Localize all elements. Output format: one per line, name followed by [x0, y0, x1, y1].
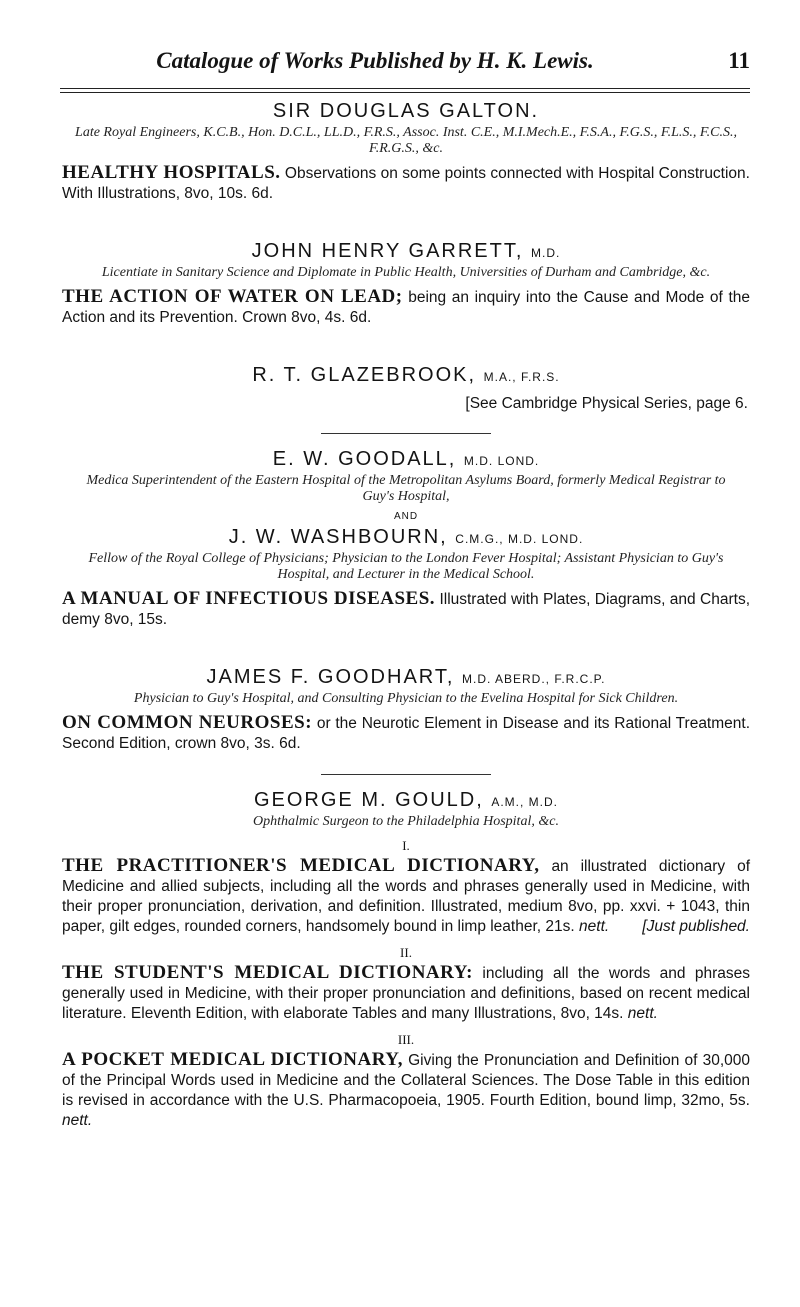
coauthor-name-text: J. W. WASHBOURN,	[228, 526, 448, 548]
author-description: Licentiate in Sanitary Science and Diplomate in Public Health, Universities of Durham and Cambridge, &c.	[101, 265, 711, 280]
catalogue-content	[62, 100, 750, 1131]
author-name-text: R. T. GLAZEBROOK,	[252, 364, 477, 386]
book-title: THE STUDENT'S MEDICAL DICTIONARY:	[62, 962, 474, 983]
book-entry	[62, 713, 750, 754]
book-title: A POCKET MEDICAL DICTIONARY,	[62, 1049, 403, 1070]
author-degree: M.A., F.R.S.	[483, 370, 560, 384]
book-note: [Just published.	[642, 918, 750, 935]
and-separator: AND	[393, 511, 419, 522]
coauthor-description: Fellow of the Royal College of Physicians; Physician to the London Fever Hospital; Assistant Physician to Guy's Hospital, and Lecturer in the Medical School.	[88, 551, 724, 582]
book-number: I.	[402, 838, 410, 853]
book-details: being an inquiry into the Cause and Mode of the Action and its Prevention. Crown 8vo, 4s. 6d.	[62, 289, 750, 326]
book-details: Giving the Pronunciation and Definition of 30,000 of the Principal Words used in Medicine and the Collateral Sciences. The Dose Table in this edition is revised in accordance with the U.S. Pharmacopoeia, 1905. Fourth Edition, bound limp, 32mo, 5s.	[62, 1052, 750, 1109]
author-name	[62, 789, 750, 812]
book-entry	[62, 1050, 750, 1131]
header-rule	[60, 88, 750, 89]
book-entry	[62, 287, 750, 328]
book-title: ON COMMON NEUROSES:	[62, 712, 313, 733]
author-name	[62, 448, 750, 471]
author-name	[62, 364, 750, 387]
entry-goodhart	[62, 666, 750, 754]
author-degree: M.D. LOND.	[463, 454, 540, 468]
book-title: THE PRACTITIONER'S MEDICAL DICTIONARY,	[62, 855, 540, 876]
book-entry	[62, 163, 750, 204]
page-number: 11	[728, 48, 750, 73]
entry-garrett	[62, 240, 750, 328]
book-nett: nett.	[579, 918, 610, 935]
book-entry	[62, 856, 750, 937]
book-entry	[62, 963, 750, 1024]
entry-goodall-washbourn	[62, 448, 750, 630]
author-degree: A.M., M.D.	[491, 795, 559, 809]
book-details: or the Neurotic Element in Disease and its Rational Treatment. Second Edition, crown 8vo, 3s. 6d.	[62, 715, 751, 752]
book-details: Observations on some points connected with Hospital Construction. With Illustrations, 8vo, 10s. 6d.	[62, 165, 750, 202]
book-details: an illustrated dictionary of Medicine and allied subjects, including all the words and phrases generally used in Medicine, with their proper pronunciation, derivation, and definition. Illustrated, medium 8vo, pp. xxvi. + 1043, thin paper, gilt edges, rounded corners, handsomely bound in limp leather, 21s.	[62, 858, 750, 935]
author-description: Physician to Guy's Hospital, and Consulting Physician to the Evelina Hospital for Sick Children.	[133, 691, 679, 706]
header-rule-thin	[60, 92, 750, 93]
book-title: HEALTHY HOSPITALS.	[62, 162, 281, 183]
entry-galton	[62, 100, 750, 204]
author-name-text: GEORGE M. GOULD,	[253, 789, 484, 811]
coauthor-degree: C.M.G., M.D. LOND.	[455, 532, 584, 546]
book-number: III.	[397, 1032, 415, 1047]
book-nett: nett.	[62, 1112, 93, 1129]
running-title: Catalogue of Works Published by H. K. Lewis.	[156, 48, 594, 73]
author-name-text: JOHN HENRY GARRETT,	[251, 240, 524, 262]
author-name	[62, 666, 750, 689]
book-number: II.	[400, 945, 412, 960]
book-entry	[62, 589, 750, 630]
entry-glazebrook	[62, 364, 750, 413]
entry-gould	[62, 789, 750, 1131]
book-details: Illustrated with Plates, Diagrams, and Charts, demy 8vo, 15s.	[62, 591, 750, 628]
author-description: Medica Superintendent of the Eastern Hospital of the Metropolitan Asylums Board, formerly Medical Registrar to Guy's Hospital,	[86, 473, 726, 504]
author-description: Late Royal Engineers, K.C.B., Hon. D.C.L., LL.D., F.R.S., Assoc. Inst. C.E., M.I.Mech.E., F.S.A., F.G.S., F.L.S., F.C.S., F.R.G.S., &c.	[75, 125, 737, 156]
book-title: THE ACTION OF WATER ON LEAD;	[62, 286, 403, 307]
page-header	[60, 48, 750, 86]
author-degree: M.D. ABERD., F.R.C.P.	[461, 672, 606, 686]
author-name-text: JAMES F. GOODHART,	[206, 666, 455, 688]
author-degree: M.D.	[530, 246, 561, 260]
book-nett: nett.	[627, 1005, 658, 1022]
author-name	[62, 100, 750, 123]
book-title: A MANUAL OF INFECTIOUS DISEASES.	[62, 588, 436, 609]
book-details: including all the words and phrases generally used in Medicine, with their proper pronunciation and definitions, based on recent medical literature. Eleventh Edition, with elaborate Tables and many Illustrations, 8vo, 14s.	[62, 965, 750, 1022]
coauthor-name	[62, 526, 750, 549]
author-name	[62, 240, 750, 263]
author-description: Ophthalmic Surgeon to the Philadelphia Hospital, &c.	[253, 814, 559, 829]
cross-reference: [See Cambridge Physical Series, page 6.	[465, 395, 748, 412]
author-name-text: SIR DOUGLAS GALTON.	[272, 100, 540, 122]
author-name-text: E. W. GOODALL,	[272, 448, 457, 470]
